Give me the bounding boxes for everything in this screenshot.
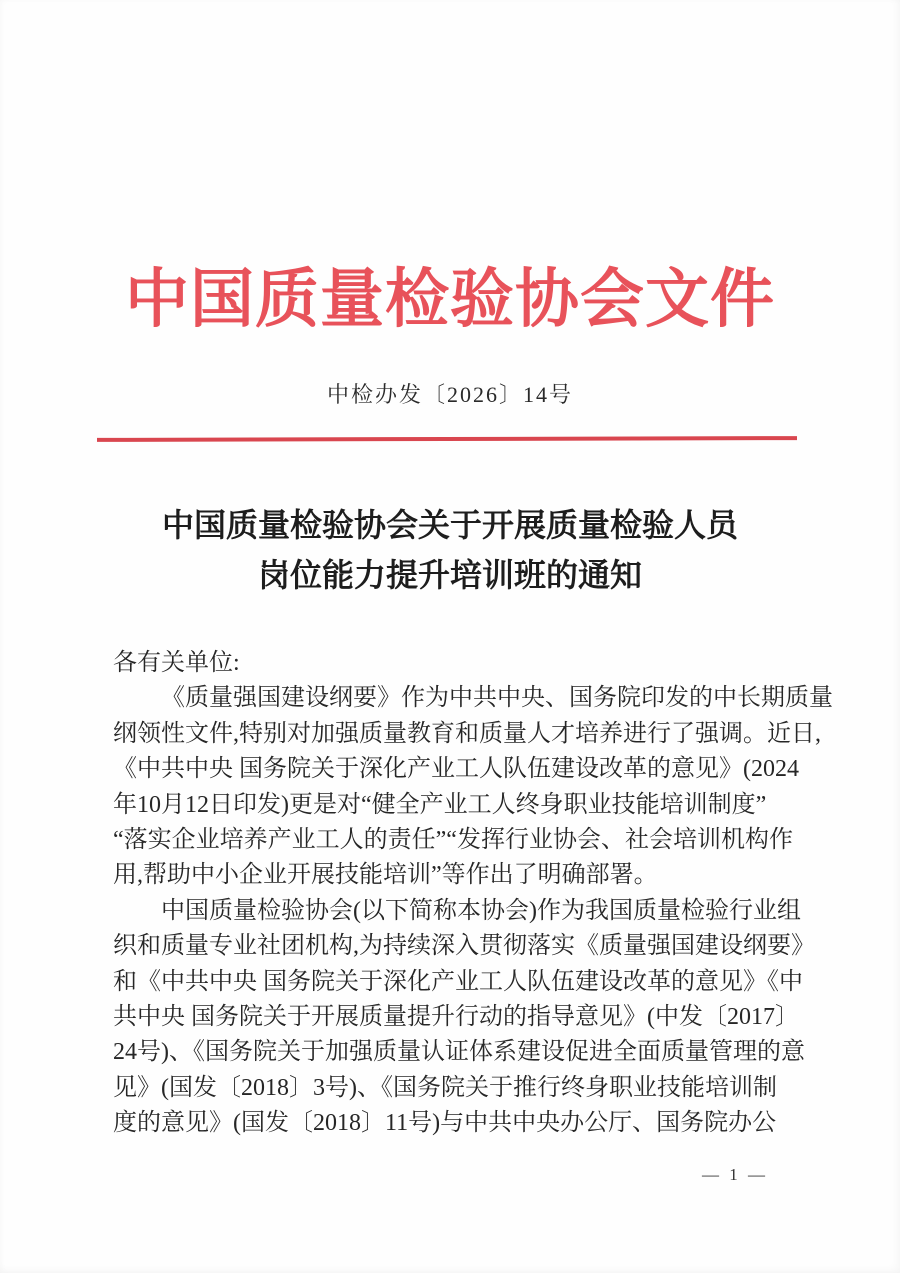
body-line: 用,帮助中小企业开展技能培训”等作出了明确部署。 bbox=[113, 862, 658, 889]
body-line: 和《中共中央 国务院关于深化产业工人队伍建设改革的意见》《中 bbox=[113, 968, 803, 995]
body-line: 《质量强国建设纲要》作为中共中央、国务院印发的中长期质量 bbox=[161, 685, 833, 712]
body-line: 度的意见》(国发〔2018〕11号)与中共中央办公厅、国务院办公 bbox=[113, 1110, 777, 1137]
page-number: — 1 — bbox=[702, 1165, 768, 1184]
body-line: 见》(国发〔2018〕3号)、《国务院关于推行终身职业技能培训制 bbox=[113, 1074, 777, 1101]
document-number: 中检办发〔2026〕14号 bbox=[326, 382, 573, 407]
body-line: “落实企业培养产业工人的责任”“发挥行业协会、社会培训机构作 bbox=[113, 826, 793, 853]
document-title bbox=[0, 500, 900, 600]
body-line: 24号)、《国务院关于加强质量认证体系建设促进全面质量管理的意 bbox=[113, 1039, 805, 1066]
body-line: 年10月12日印发)更是对“健全产业工人终身职业技能培训制度” bbox=[113, 791, 767, 818]
document-title-line-1: 中国质量检验协会关于开展质量检验人员 bbox=[161, 507, 738, 543]
salutation: 各有关单位: bbox=[113, 650, 240, 676]
document-body bbox=[113, 646, 833, 1141]
body-line: 纲领性文件,特别对加强质量教育和质量人才培养进行了强调。近日, bbox=[113, 720, 821, 747]
body-line: 共中央 国务院关于开展质量提升行动的指导意见》(中发〔2017〕 bbox=[113, 1003, 799, 1030]
red-divider-line bbox=[97, 436, 797, 442]
body-line: 中国质量检验协会(以下简称本协会)作为我国质量检验行业组 bbox=[161, 897, 801, 924]
body-line: 《中共中央 国务院关于深化产业工人队伍建设改革的意见》(2024 bbox=[113, 756, 799, 783]
body-line: 织和质量专业社团机构,为持续深入贯彻落实《质量强国建设纲要》 bbox=[113, 933, 815, 960]
letterhead-title: 中国质量检验协会文件 bbox=[125, 264, 775, 335]
document-title-line-2: 岗位能力提升培训班的通知 bbox=[257, 557, 642, 593]
